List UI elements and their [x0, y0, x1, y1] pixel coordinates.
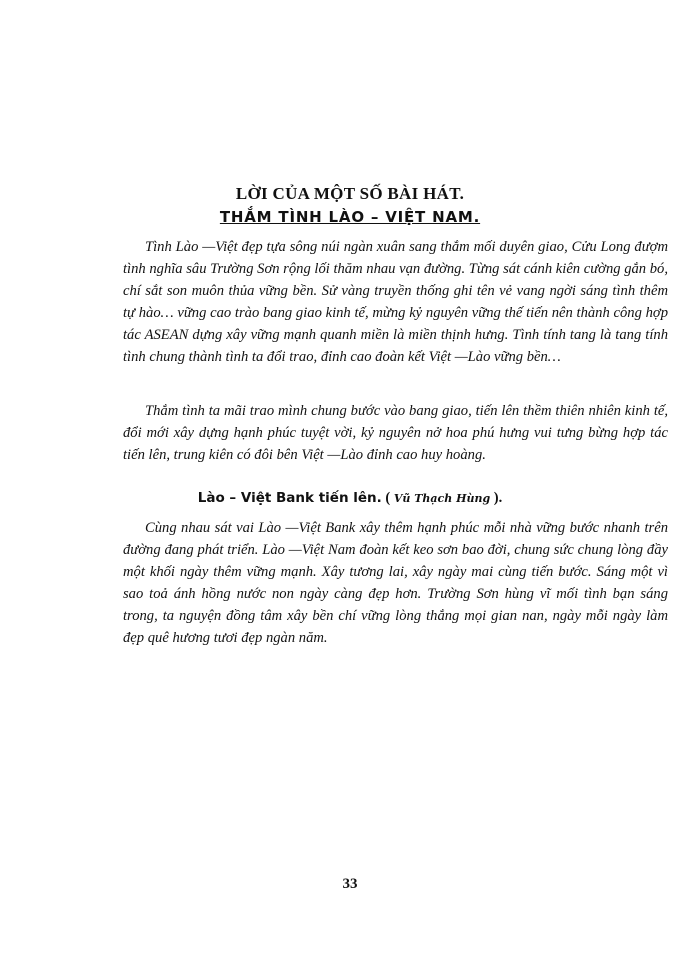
song1-verse-2: Thắm tình ta mãi trao mình chung bước vào bang giao, tiến lên thềm thiên nhiên kinh tế, đổi mới xây dựng hạnh phúc tuyệt vời, kỷ nguyên nở hoa phú hưng vui tưng bừng hợp tác tiến lên, trung kiên có đôi bên Việt —Lào đỉnh cao huy hoàng.	[123, 403, 668, 463]
page-title: LỜI CỦA MỘT SỐ BÀI HÁT.	[235, 184, 465, 203]
song-title-lao-viet-bank: Lào – Việt Bank tiến lên.	[197, 490, 382, 506]
author-paren-open: (	[385, 490, 391, 506]
song2-verse: Cùng nhau sát vai Lào —Việt Bank xây thêm hạnh phúc mỗi nhà vững bước nhanh trên đường đang phát triển. Lào —Việt Nam đoàn kết keo sơn bao đời, chung sức chung lòng đầy một khối ngày thêm vững mạnh. Xây tương lai, xây ngày mai cùng tiến bước. Sáng một vì sao toả ánh hồng nước non ngày càng đẹp hơn. Trường Sơn hùng vĩ mối tình bạn sáng trong, ta nguyện đồng tâm xây bền chí vững lòng thắng mọi gian nan, ngày mỗi ngày làm đẹp quê hương tươi đẹp ngàn năm.	[123, 520, 668, 646]
song-title-tham-tinh-lao-viet-nam: THẮM TÌNH LÀO – VIỆT NAM.	[219, 208, 481, 226]
page-number: 33	[342, 876, 358, 892]
song-author: Vũ Thạch Hùng	[393, 492, 491, 505]
author-paren-close: ).	[493, 490, 503, 506]
song-heading-lao-viet-bank	[0, 490, 700, 507]
song1-verse-1: Tình Lào —Việt đẹp tựa sông núi ngàn xuân sang thắm mối duyên giao, Cửu Long đượm tình nghĩa sâu Trường Sơn rộng lối thăm nhau vạn đường. Từng sát cánh kiên cường gắn bó, chí sắt son muôn thủa vững bền. Sử vàng truyền thống ghi tên vẻ vang ngời sáng tình thêm tự hào… vững cao trào bang giao kinh tế, mừng kỷ nguyên vững thế tiến nên thành công hợp tác ASEAN dựng xây vững mạnh quanh miền là miền thịnh hưng. Tình tính tang là tang tính tình chung thành tình ta đổi trao, đỉnh cao đoàn kết Việt —Lào vững bền…	[123, 239, 668, 365]
